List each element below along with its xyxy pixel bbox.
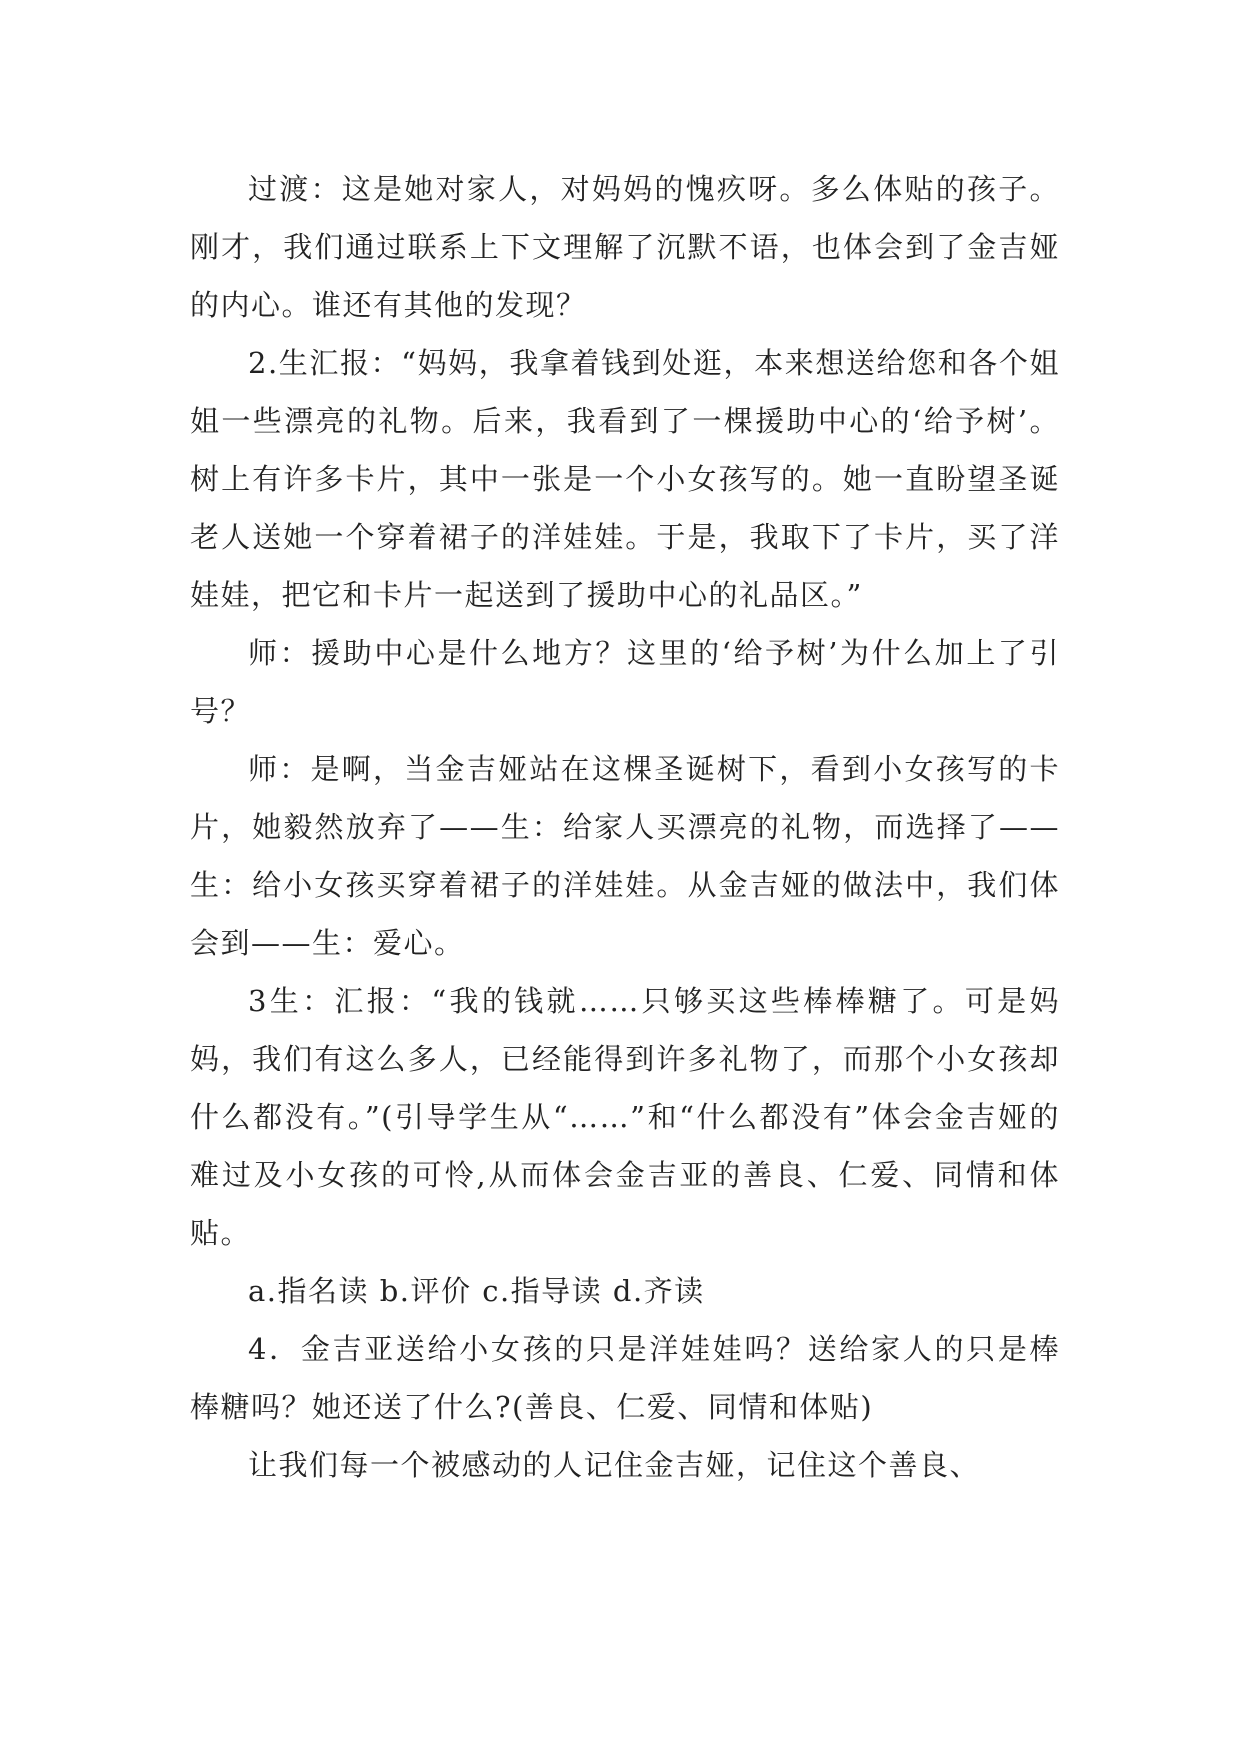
paragraph-transition: 过渡：这是她对家人，对妈妈的愧疚呀。多么体贴的孩子。刚才，我们通过联系上下文理解了沉默不语，也体会到了金吉娅的内心。谁还有其他的发现？ [190, 172, 1060, 322]
paragraph-closing: 让我们每一个被感动的人记住金吉娅，记住这个善良、 [248, 1448, 981, 1482]
paragraph-student-report-3: 3生：汇报：“我的钱就……只够买这些棒棒糖了。可是妈妈，我们有这么多人，已经能得到许多礼物了，而那个小女孩却什么都没有。”(引导学生从“……”和“什么都没有”体会金吉娅的难过及小女孩的可怜,从而体会金吉亚的善良、仁爱、同情和体贴。 [190, 984, 1060, 1250]
paragraph-teacher-response: 师：是啊，当金吉娅站在这棵圣诞树下，看到小女孩写的卡片，她毅然放弃了——生：给家人买漂亮的礼物，而选择了——生：给小女孩买穿着裙子的洋娃娃。从金吉娅的做法中，我们体会到——生：爱心。 [190, 752, 1060, 960]
paragraph-question-4: 4．金吉亚送给小女孩的只是洋娃娃吗？送给家人的只是棒棒糖吗？她还送了什么?(善良、仁爱、同情和体贴) [190, 1332, 1060, 1424]
paragraph-teacher-question: 师：援助中心是什么地方？这里的‘给予树’为什么加上了引号？ [190, 636, 1060, 728]
paragraph-reading-steps: a.指名读 b.评价 c.指导读 d.齐读 [248, 1274, 705, 1308]
paragraph-student-report-2: 2.生汇报：“妈妈，我拿着钱到处逛，本来想送给您和各个姐姐一些漂亮的礼物。后来，我看到了一棵援助中心的‘给予树’。树上有许多卡片，其中一张是一个小女孩写的。她一直盼望圣诞老人送她一个穿着裙子的洋娃娃。于是，我取下了卡片，买了洋娃娃，把它和卡片一起送到了援助中心的礼品区。” [190, 346, 1060, 612]
document-page [190, 160, 1060, 1494]
